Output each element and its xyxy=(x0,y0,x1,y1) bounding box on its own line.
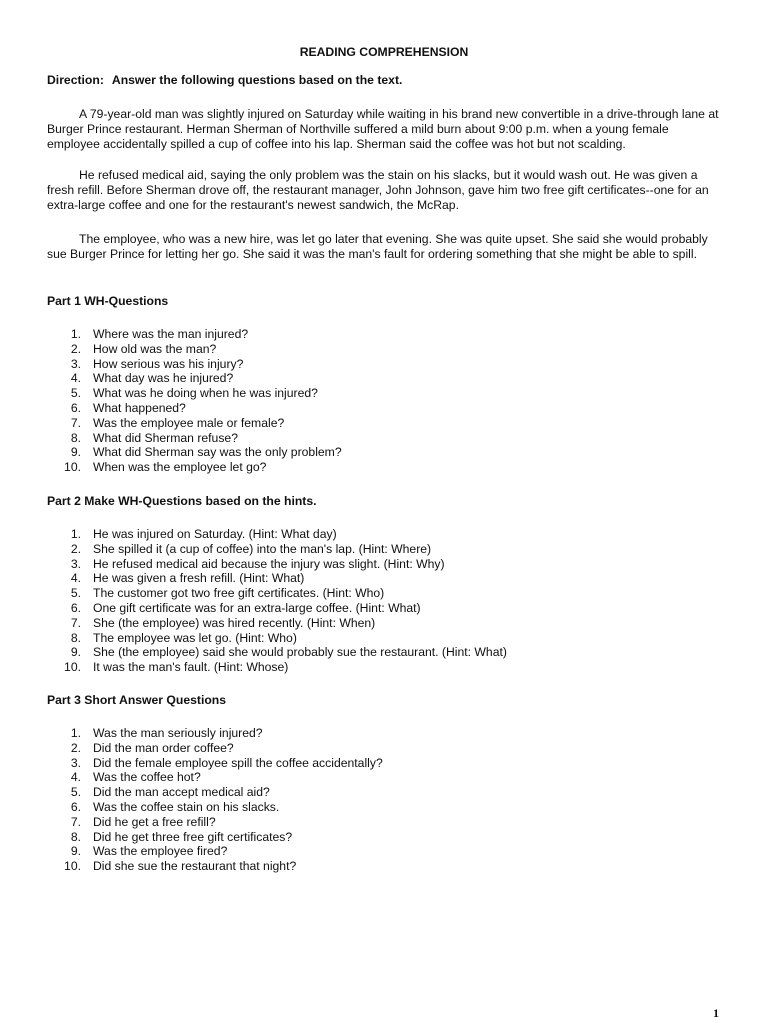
question-text: It was the man's fault. (Hint: Whose) xyxy=(93,660,289,675)
question-text: She (the employee) was hired recently. (Hint: When) xyxy=(93,615,376,630)
question-number: 9. xyxy=(70,645,81,660)
question-text: Was the employee fired? xyxy=(93,844,228,859)
question-number: 7. xyxy=(70,615,81,630)
question-text: What did Sherman refuse? xyxy=(93,430,238,445)
question-text: The employee was let go. (Hint: Who) xyxy=(93,630,297,645)
question-number: 1. xyxy=(70,327,81,341)
question-number: 5. xyxy=(70,386,81,401)
question-text: He was given a fresh refill. (Hint: What) xyxy=(93,571,305,586)
question-number: 7. xyxy=(70,814,81,829)
question-number: 4. xyxy=(70,770,81,785)
story-paragraph-3: The employee, who was a new hire, was let go later that evening. She was quite upset. She said she would probably sue Burger Prince for letting her go. She said it was the man's fault for ordering something that she might be able to spill. xyxy=(47,232,708,261)
question-number: 5. xyxy=(70,785,81,800)
question-text: Was the coffee hot? xyxy=(93,770,201,785)
question-text: Was the employee male or female? xyxy=(93,415,285,430)
question-number: 1. xyxy=(70,726,81,740)
question-number: 10. xyxy=(64,859,81,874)
question-number: 2. xyxy=(70,541,81,556)
question-number: 8. xyxy=(70,829,81,844)
direction-label: Direction: xyxy=(47,73,104,87)
question-text: She (the employee) said she would probably sue the restaurant. (Hint: What) xyxy=(93,645,507,660)
question-number: 8. xyxy=(70,630,81,645)
question-text: What happened? xyxy=(93,400,186,415)
question-text: Did he get a free refill? xyxy=(93,814,216,829)
question-text: Where was the man injured? xyxy=(93,327,249,341)
question-number: 6. xyxy=(70,600,81,615)
question-number: 9. xyxy=(70,844,81,859)
question-number: 8. xyxy=(70,430,81,445)
part-3-heading: Part 3 Short Answer Questions xyxy=(47,693,227,707)
question-number: 3. xyxy=(70,755,81,770)
story-paragraph-1: A 79-year-old man was slightly injured on Saturday while waiting in his brand new convertible in a drive-through lane at Burger Prince restaurant. Herman Sherman of Northville suffered a mild burn about 9:00 p.m. when a young female employee accidentally spilled a cup of coffee into his lap. Sherman said the coffee was hot but not scalding. xyxy=(47,107,719,151)
question-number: 1. xyxy=(70,527,81,541)
part-2-heading: Part 2 Make WH-Questions based on the hints. xyxy=(47,494,317,508)
question-text: The customer got two free gift certificates. (Hint: Who) xyxy=(93,586,385,601)
story-paragraph-2: He refused medical aid, saying the only problem was the stain on his slacks, but it would wash out. He was given a fresh refill. Before Sherman drove off, the restaurant manager, John Johnson, gave him two free gift certificates--one for an extra-large coffee and one for the restaurant's newest sandwich, the McRap. xyxy=(47,168,709,212)
question-number: 10. xyxy=(64,660,81,675)
question-number: 6. xyxy=(70,400,81,415)
part-1-heading: Part 1 WH-Questions xyxy=(47,294,169,308)
question-number: 5. xyxy=(70,586,81,601)
question-text: Was the man seriously injured? xyxy=(93,726,263,740)
question-number: 2. xyxy=(70,341,81,356)
question-number: 4. xyxy=(70,571,81,586)
question-text: He was injured on Saturday. (Hint: What day) xyxy=(93,527,337,541)
question-text: He refused medical aid because the injury was slight. (Hint: Why) xyxy=(93,556,445,571)
question-number: 7. xyxy=(70,415,81,430)
question-text: Did he get three free gift certificates? xyxy=(93,829,293,844)
direction-text: Answer the following questions based on the text. xyxy=(111,73,403,87)
page-title: READING COMPREHENSION xyxy=(299,45,469,59)
question-text: What was he doing when he was injured? xyxy=(93,386,318,401)
question-number: 2. xyxy=(70,740,81,755)
question-text: One gift certificate was for an extra-large coffee. (Hint: What) xyxy=(93,600,421,615)
question-text: What did Sherman say was the only problem? xyxy=(93,445,342,460)
question-text: When was the employee let go? xyxy=(93,460,267,475)
question-text: Did the man accept medical aid? xyxy=(93,785,270,800)
question-number: 9. xyxy=(70,445,81,460)
question-text: She spilled it (a cup of coffee) into the man's lap. (Hint: Where) xyxy=(93,541,432,556)
question-number: 3. xyxy=(70,556,81,571)
question-number: 6. xyxy=(70,799,81,814)
question-number: 4. xyxy=(70,371,81,386)
question-text: How serious was his injury? xyxy=(93,356,244,371)
question-text: Was the coffee stain on his slacks. xyxy=(93,799,280,814)
question-text: Did the female employee spill the coffee accidentally? xyxy=(93,755,383,770)
question-number: 3. xyxy=(70,356,81,371)
question-number: 10. xyxy=(64,460,81,475)
question-text: What day was he injured? xyxy=(93,371,234,386)
question-text: How old was the man? xyxy=(93,341,217,356)
question-text: Did the man order coffee? xyxy=(93,740,234,755)
direction-line xyxy=(47,73,402,88)
question-text: Did she sue the restaurant that night? xyxy=(93,859,297,874)
page-number: 1 xyxy=(713,1006,719,1020)
